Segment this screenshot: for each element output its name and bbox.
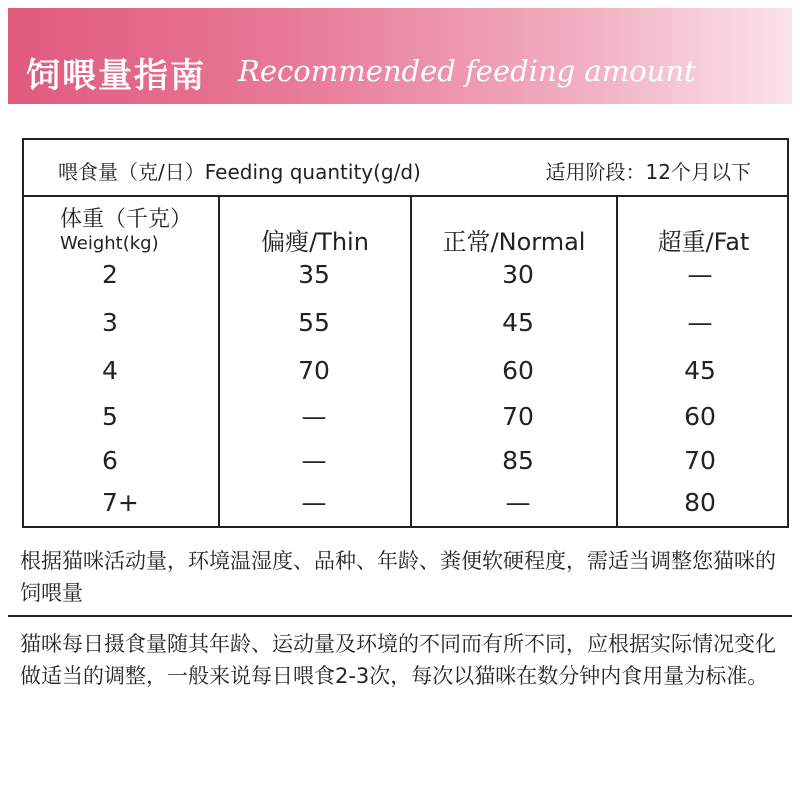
thin-amount-cell: — xyxy=(301,402,327,431)
weight-column-header xyxy=(60,208,192,256)
normal-amount-cell: 60 xyxy=(502,356,534,385)
normal-amount-cell: — xyxy=(505,488,531,517)
weight-cell: 4 xyxy=(102,356,118,385)
thin-amount-cell: 70 xyxy=(298,356,330,385)
normal-amount-cell: 45 xyxy=(502,308,534,337)
thin-amount-cell: 35 xyxy=(298,260,330,289)
applicable-stage-label: 适用阶段：12个月以下 xyxy=(545,160,751,184)
thin-amount-cell: — xyxy=(301,446,327,475)
banner-title-en: Recommended feeding amount xyxy=(238,54,696,88)
table-header-row xyxy=(24,140,787,197)
fat-amount-cell: 45 xyxy=(684,356,716,385)
feeding-table xyxy=(22,138,789,528)
note-divider xyxy=(8,615,792,617)
weight-cell: 7+ xyxy=(102,488,139,517)
weight-cell: 5 xyxy=(102,402,118,431)
weight-cell: 3 xyxy=(102,308,118,337)
thin-amount-cell: 55 xyxy=(298,308,330,337)
fat-amount-cell: 70 xyxy=(684,446,716,475)
thin-amount-cell: — xyxy=(301,488,327,517)
fat-column-header: 超重/Fat xyxy=(657,228,750,256)
normal-column-header: 正常/Normal xyxy=(442,228,586,256)
weight-cell: 2 xyxy=(102,260,118,289)
weight-header-en: Weight(kg) xyxy=(60,233,159,254)
title-banner xyxy=(8,8,792,104)
weight-cell: 6 xyxy=(102,446,118,475)
fat-amount-cell: 60 xyxy=(684,402,716,431)
fat-amount-cell: — xyxy=(687,308,713,337)
normal-amount-cell: 85 xyxy=(502,446,534,475)
banner-title-cn: 饲喂量指南 xyxy=(26,56,206,96)
fat-amount-cell: — xyxy=(687,260,713,289)
note-adjustment: 根据猫咪活动量，环境温湿度、品种、年龄、粪便软硬程度，需适当调整您猫咪的饲喂量 xyxy=(20,549,776,605)
note-daily-intake: 猫咪每日摄食量随其年龄、运动量及环境的不同而有所不同，应根据实际情况变化做适当的调整，一般来说每日喂食2-3次，每次以猫咪在数分钟内食用量为标准。 xyxy=(20,632,776,688)
feeding-quantity-label: 喂食量（克/日）Feeding quantity(g/d) xyxy=(58,160,421,184)
normal-amount-cell: 30 xyxy=(502,260,534,289)
weight-header-cn: 体重（千克） xyxy=(60,207,193,232)
normal-amount-cell: 70 xyxy=(502,402,534,431)
thin-column-header: 偏瘦/Thin xyxy=(261,228,369,256)
fat-amount-cell: 80 xyxy=(684,488,716,517)
